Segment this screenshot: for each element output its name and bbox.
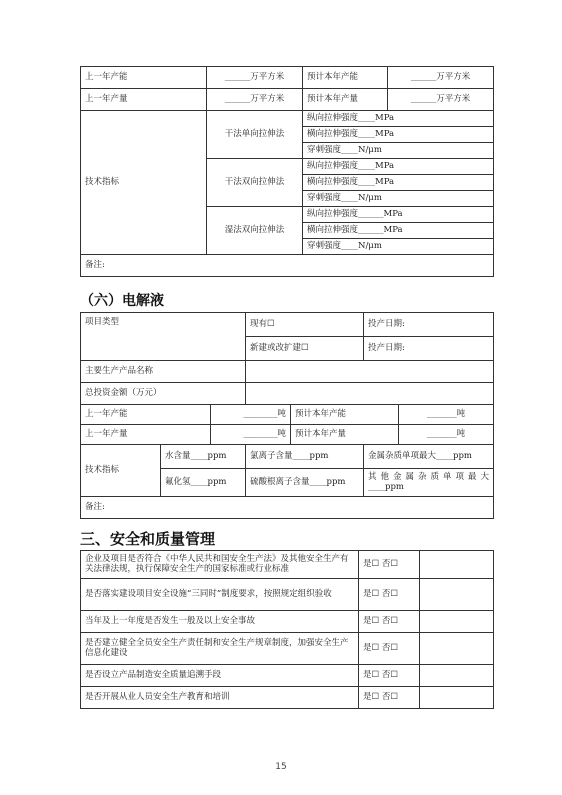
spec-item[interactable]: 穿刺强度____N/μm [303, 239, 494, 255]
expected-capacity-label: 预计本年产能 [303, 67, 388, 89]
spec-item[interactable]: 横向拉伸强度____MPa [303, 175, 494, 191]
spec-item[interactable]: 横向拉伸强度______MPa [303, 223, 494, 239]
tech-indicator-label: 技术指标 [81, 445, 161, 497]
sulfate-content[interactable]: 硫酸根离子含量____ppm [246, 469, 364, 497]
safety-question: 企业及项目是否符合《中华人民共和国安全生产法》及其他安全生产有关法律法规，执行保障安全生产的国家标准或行业标准 [81, 551, 359, 579]
expected-output-label: 预计本年产量 [291, 425, 399, 445]
yes-no-checkbox[interactable]: 是☐ 否☐ [359, 665, 420, 687]
spec-item[interactable]: 纵向拉伸强度______MPa [303, 207, 494, 223]
existing-checkbox[interactable]: 现有☐ [246, 313, 364, 337]
safety-note-cell[interactable] [420, 665, 494, 687]
main-products-field[interactable] [246, 361, 494, 383]
yes-no-checkbox[interactable]: 是☐ 否☐ [359, 579, 420, 611]
last-year-capacity-value[interactable]: ______万平方米 [207, 67, 303, 89]
remark-field[interactable]: 备注: [81, 497, 494, 519]
yes-no-checkbox[interactable]: 是☐ 否☐ [359, 611, 420, 633]
safety-table [80, 550, 494, 709]
yes-no-checkbox[interactable]: 是☐ 否☐ [359, 687, 420, 709]
last-year-capacity-value[interactable]: ________吨 [211, 405, 291, 425]
spec-item[interactable]: 纵向拉伸强度____MPa [303, 111, 494, 127]
safety-note-cell[interactable] [420, 633, 494, 665]
production-date-2[interactable]: 投产日期: [364, 337, 494, 361]
safety-note-cell[interactable] [420, 687, 494, 709]
metal-impurity-single[interactable]: 金属杂质单项最大____ppm [364, 445, 494, 469]
spec-item[interactable]: 横向拉伸强度____MPa [303, 127, 494, 143]
remark-field[interactable]: 备注: [81, 255, 494, 277]
section-heading-electrolyte: （六）电解液 [80, 293, 164, 309]
expected-output-value[interactable]: ______万平方米 [388, 89, 494, 111]
electrolyte-table [80, 312, 494, 519]
last-year-capacity-label: 上一年产能 [81, 67, 207, 89]
last-year-output-label: 上一年产量 [81, 89, 207, 111]
other-metal-line2: ____ppm [368, 481, 404, 492]
separator-spec-table [80, 66, 494, 277]
expected-output-label: 预计本年产量 [303, 89, 388, 111]
hf-content[interactable]: 氟化氢____ppm [161, 469, 246, 497]
expected-capacity-value[interactable]: ______万平方米 [388, 67, 494, 89]
spec-item[interactable]: 穿刺强度____N/μm [303, 143, 494, 159]
other-metal-impurity[interactable] [364, 469, 494, 497]
page-number: 15 [275, 762, 287, 772]
yes-no-checkbox[interactable]: 是☐ 否☐ [359, 633, 420, 665]
section-heading-safety: 三、安全和质量管理 [80, 530, 216, 548]
expected-output-value[interactable]: _______吨 [399, 425, 494, 445]
total-investment-field[interactable] [246, 383, 494, 405]
safety-question: 是否开展从业人员安全生产教育和培训 [81, 687, 359, 709]
spec-item[interactable]: 穿刺强度____N/μm [303, 191, 494, 207]
other-metal-line1: 其他金属杂质单项最大 [368, 471, 490, 482]
project-type-label: 项目类型 [81, 313, 246, 361]
expected-capacity-label: 预计本年产能 [291, 405, 399, 425]
safety-note-cell[interactable] [420, 579, 494, 611]
spec-item[interactable]: 纵向拉伸强度____MPa [303, 159, 494, 175]
yes-no-checkbox[interactable]: 是☐ 否☐ [359, 551, 420, 579]
new-build-checkbox[interactable]: 新建或改扩建☐ [246, 337, 364, 361]
safety-question: 是否落实建设项目安全设施“三同时”制度要求，按照规定组织验收 [81, 579, 359, 611]
method-dry-uniaxial: 干法单向拉伸法 [207, 111, 303, 159]
total-investment-label: 总投资金额（万元） [81, 383, 246, 405]
safety-note-cell[interactable] [420, 611, 494, 633]
safety-question: 是否建立健全全员安全生产责任制和安全生产规章制度，加强安全生产信息化建设 [81, 633, 359, 665]
last-year-output-label: 上一年产量 [81, 425, 211, 445]
safety-note-cell[interactable] [420, 551, 494, 579]
tech-indicator-label: 技术指标 [81, 111, 207, 255]
safety-question: 是否设立产品制造安全质量追溯手段 [81, 665, 359, 687]
last-year-output-value[interactable]: ______万平方米 [207, 89, 303, 111]
method-dry-biaxial: 干法双向拉伸法 [207, 159, 303, 207]
method-wet-biaxial: 湿法双向拉伸法 [207, 207, 303, 255]
main-products-label: 主要生产产品名称 [81, 361, 246, 383]
water-content[interactable]: 水含量____ppm [161, 445, 246, 469]
expected-capacity-value[interactable]: _______吨 [399, 405, 494, 425]
chloride-content[interactable]: 氯离子含量____ppm [246, 445, 364, 469]
safety-question: 当年及上一年度是否发生一般及以上安全事故 [81, 611, 359, 633]
last-year-output-value[interactable]: ________吨 [211, 425, 291, 445]
last-year-capacity-label: 上一年产能 [81, 405, 211, 425]
production-date-1[interactable]: 投产日期: [364, 313, 494, 337]
